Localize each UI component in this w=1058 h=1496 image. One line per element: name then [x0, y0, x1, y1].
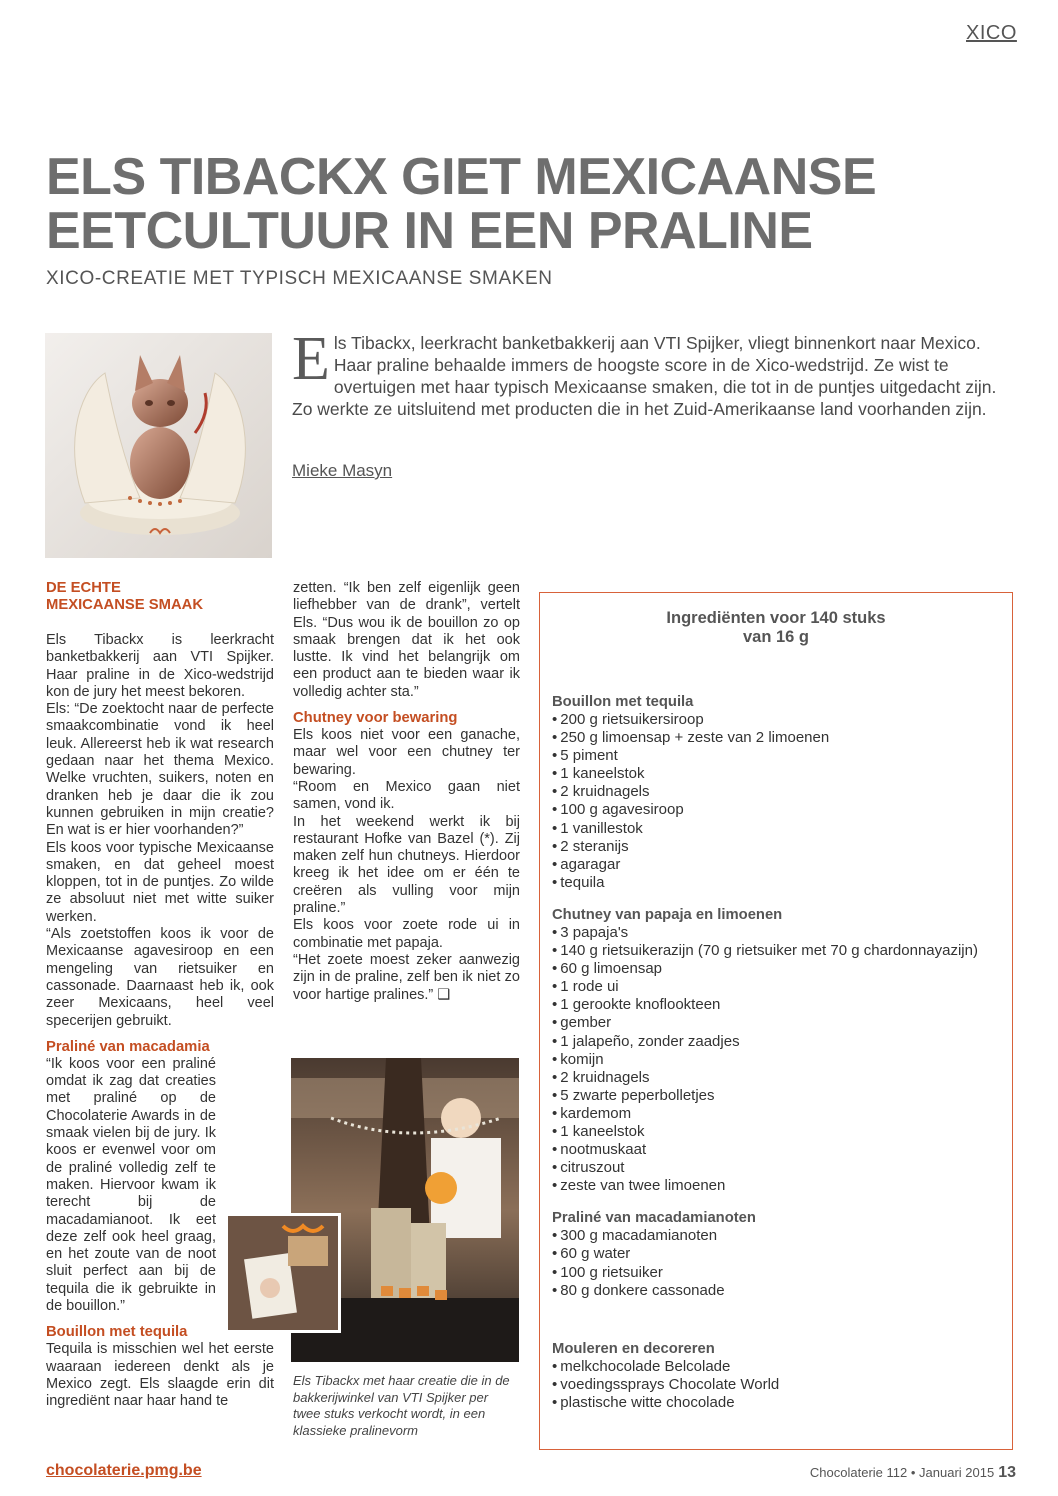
- ingredient-item: • zeste van twee limoenen: [552, 1177, 1000, 1195]
- ingredient-item: • 80 g donkere cassonade: [552, 1282, 1000, 1300]
- ingredient-group-heading: Bouillon met tequila: [552, 694, 694, 710]
- ingredient-list: [552, 1358, 1000, 1412]
- paragraph: zetten. “Ik ben zelf eigenlijk geen liefhebber van de drank”, vertelt Els. “Dus wou ik de bouillon zo op smaak brengen dat ik het ook lustte. Ik vind het belangrijk om een product aan te bieden waar ik volledig achter sta.”: [293, 580, 520, 700]
- intro-text: ls Tibackx, leerkracht banketbakkerij aan VTI Spijker, vliegt binnenkort naar Mexico. Haar praline behaalde immers de hoogste score in de Xico-wedstrijd. Ze wist te overtuigen met haar typisch Mexicaanse smaken, die tot in de puntjes uitgedacht zijn. Zo werkte ze uitsluitend met producten die in het Zuid-Amerikaanse land voorhanden zijn.: [292, 333, 997, 419]
- ingredients-title-line: van 16 g: [742, 628, 810, 646]
- section-heading: Praliné van macadamia: [46, 1038, 210, 1055]
- ingredient-item: • 1 kaneelstok: [552, 1123, 1000, 1141]
- ingredient-item: • 200 g rietsuikersiroop: [552, 711, 1000, 729]
- issue-label: Chocolaterie 112 • Januari 2015: [809, 1465, 995, 1480]
- ingredient-item: • komijn: [552, 1051, 1000, 1069]
- article-headline: ELS TIBACKX GIET MEXICAANSE EETCULTUUR IN EEN PRALINE: [46, 148, 877, 260]
- ingredient-item: • 100 g agavesiroop: [552, 801, 1000, 819]
- ingredient-item: • 140 g rietsuikerazijn (70 g rietsuiker met 70 g chardonnayazijn): [552, 942, 1000, 960]
- drop-cap: E: [292, 325, 330, 393]
- ingredient-list: [552, 1227, 1000, 1299]
- ingredient-item: • 100 g rietsuiker: [552, 1264, 1000, 1282]
- issue-info: [810, 1464, 1016, 1482]
- ingredient-item: • 5 piment: [552, 747, 1000, 765]
- ingredients-box: [539, 592, 1013, 1450]
- ingredient-item: • 5 zwarte peperbolletjes: [552, 1087, 1000, 1105]
- ingredient-item: • tequila: [552, 874, 1000, 892]
- ingredient-item: • 1 jalapeño, zonder zaadjes: [552, 1033, 1000, 1051]
- ingredient-item: • 300 g macadamianoten: [552, 1227, 1000, 1245]
- paragraph: Els Tibackx is leerkracht banketbakkerij aan VTI Spijker. Haar praline in de Xico-wedstrijd kon de jury het meest bekoren.: [46, 632, 274, 700]
- ingredient-list: [552, 924, 1000, 1195]
- praline-box-inset-photo: [225, 1213, 341, 1333]
- paragraph: Els koos niet voor een ganache, maar wel voor een chutney ter bewaring.: [293, 727, 520, 778]
- ingredient-item: • melkchocolade Belcolade: [552, 1358, 1000, 1376]
- section-heading: DE ECHTE MEXICAANSE SMAAK: [46, 580, 204, 613]
- paragraph: “Ik koos voor een praliné omdat ik zag dat creaties met praliné op de Chocolaterie Awards in de smaak vielen bij de jury. Ik koos er evenwel voor om de praliné volledig zelf te maken. Hiervoor kwam ik terecht bij de macadamianoot. Ik eet deze zelf ook heel graag, en het zoute van de noot sluit perfect aan bij de tequila die ik gebruikte in de bouillon.”: [46, 1055, 216, 1314]
- ingredient-item: • agaragar: [552, 856, 1000, 874]
- article-subhead: XICO-CREATIE MET TYPISCH MEXICAANSE SMAKEN: [46, 268, 553, 289]
- article-column-2: [293, 580, 520, 1004]
- ingredients-title: [552, 609, 1000, 647]
- ingredient-item: • 60 g limoensap: [552, 960, 1000, 978]
- ingredient-item: • 2 steranijs: [552, 838, 1000, 856]
- ingredient-group-heading: Praliné van macadamianoten: [552, 1210, 756, 1227]
- article-intro: [292, 325, 1012, 420]
- paragraph: Tequila is misschien wel het eerste waaraan iedereen denkt als je Mexico zegt. Els slaagde erin dit ingrediënt naar haar hand te: [46, 1341, 274, 1410]
- ingredient-item: • 250 g limoensap + zeste van 2 limoenen: [552, 729, 1000, 747]
- paragraph: “Het zoete moest zeker aanwezig zijn in de praline, zelf ben ik niet zo voor hartige pralines.” ❑: [293, 951, 520, 1003]
- paragraph: Els koos voor typische Mexicaanse smaken, en dat geheel moest kloppen, tot in de puntjes. Zo wilde ze absoluut niet met witte suiker werken.: [46, 839, 274, 925]
- ingredient-item: • 2 kruidnagels: [552, 783, 1000, 801]
- section-tag[interactable]: XICO: [966, 22, 1017, 44]
- paragraph: “Room en Mexico gaan niet samen, vond ik.: [293, 778, 520, 813]
- photo-caption: Els Tibackx met haar creatie die in de bakkerijwinkel van VTI Spijker per twee stuks verkocht wordt, in een klassieke pralinevorm: [293, 1373, 510, 1438]
- ingredient-item: • citruszout: [552, 1159, 1000, 1177]
- ingredient-item: • voedingssprays Chocolate World: [552, 1376, 1000, 1394]
- paragraph: Els: “De zoektocht naar de perfecte smaakcombinatie vond ik heel leuk. Allereerst heb ik wat research gedaan naar het thema Mexico. Welke vruchten, suikers, noten en dranken heb je daar die ik zou kunnen gebruiken in mijn creatie? En wat is er hier voorhanden?”: [46, 701, 274, 839]
- ingredient-item: • 1 gerookte knoflookteen: [552, 996, 1000, 1014]
- ingredient-item: • nootmuskaat: [552, 1141, 1000, 1159]
- section-heading: Chutney voor bewaring: [293, 710, 458, 727]
- ingredient-item: • gember: [552, 1014, 1000, 1032]
- praline-figurine-photo: [45, 333, 272, 558]
- ingredient-item: • plastische witte chocolade: [552, 1394, 1000, 1412]
- paragraph: Els koos voor zoete rode ui in combinatie met papaja.: [293, 917, 520, 951]
- author-byline[interactable]: Mieke Masyn: [292, 461, 393, 480]
- ingredient-item: • 1 kaneelstok: [552, 765, 1000, 783]
- ingredient-item: • kardemom: [552, 1105, 1000, 1123]
- section-heading: Bouillon met tequila: [46, 1324, 188, 1341]
- ingredient-item: • 2 kruidnagels: [552, 1069, 1000, 1087]
- ingredient-item: • 3 papaja's: [552, 924, 1000, 942]
- ingredient-item: • 60 g water: [552, 1245, 1000, 1263]
- paragraph: In het weekend werkt ik bij restaurant Hofke van Bazel (*). Zij maken zelf hun chutneys. Hierdoor kreeg ik het idee om er één te creëren als vulling voor mijn praline.”: [293, 813, 520, 917]
- ingredient-list: [552, 711, 1000, 892]
- paragraph: “Als zoetstoffen koos ik voor de Mexicaanse agavesiroop en een mengeling van rietsuiker en cassonade. Daarnaast heb ik, ook zeer Mexicaans, heel veel specerijen gebruikt.: [46, 926, 274, 1029]
- ingredient-group-heading: Mouleren en decoreren: [552, 1340, 715, 1357]
- ingredient-item: • 1 rode ui: [552, 978, 1000, 996]
- ingredient-item: • 1 vanillestok: [552, 820, 1000, 838]
- ingredient-group-heading: Chutney van papaja en limoenen: [552, 906, 783, 923]
- ingredients-title-line: Ingrediënten voor 140 stuks: [666, 609, 886, 627]
- page-number: 13: [998, 1464, 1016, 1481]
- website-link[interactable]: chocolaterie.pmg.be: [46, 1462, 202, 1479]
